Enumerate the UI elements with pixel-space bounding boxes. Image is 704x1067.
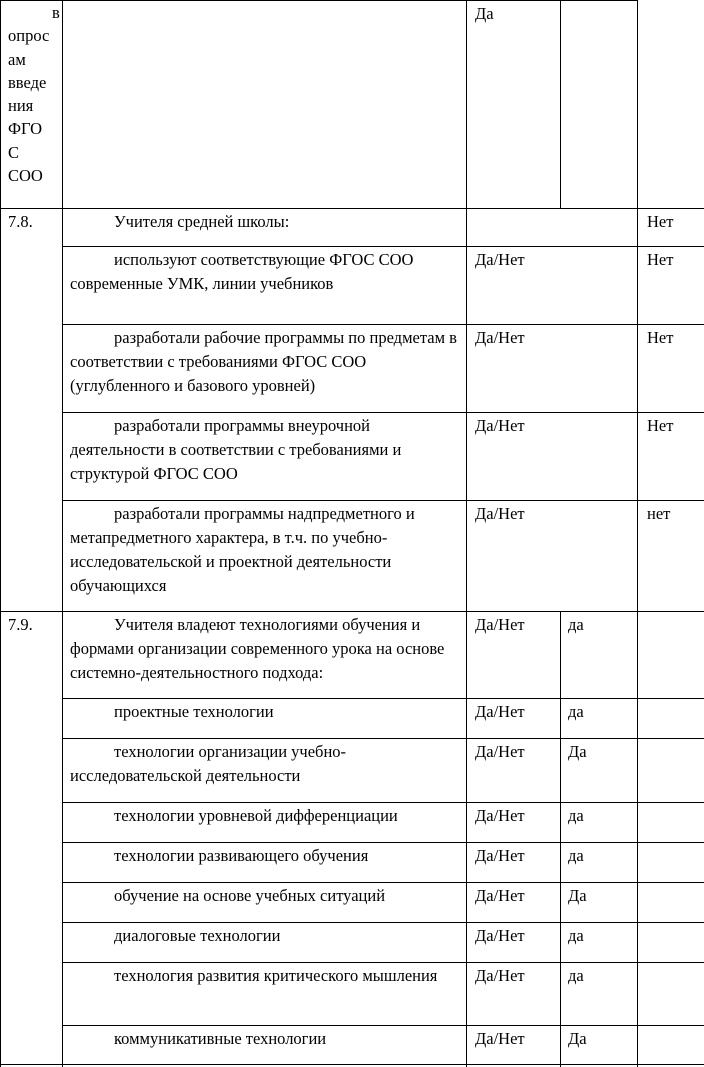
section-number: 7.8. bbox=[8, 212, 33, 231]
answer-cell: да bbox=[568, 966, 584, 985]
answer-cell: да bbox=[568, 926, 584, 945]
table-row-text: технологии уровневой дифференциации bbox=[114, 806, 398, 825]
answer-cell: да bbox=[568, 615, 584, 634]
top-row-num-line: ния bbox=[8, 96, 34, 116]
top-row-num-line: введе bbox=[8, 72, 47, 92]
table-row-text: разработали рабочие программы по предметам в соответствии с требованиями ФГОС СОО (углубленного и базового уровней) bbox=[70, 328, 457, 395]
top-row-num-line: С bbox=[8, 142, 20, 162]
table-row-text: коммуникативные технологии bbox=[114, 1029, 327, 1048]
answer-cell: Да bbox=[568, 742, 587, 761]
top-row-num-line: ФГО bbox=[8, 119, 43, 139]
answer-options: Да/Нет bbox=[475, 504, 525, 523]
answer-options: Да/Нет bbox=[475, 846, 525, 865]
answer-options: Да/Нет bbox=[475, 1029, 525, 1048]
section-title: Учителя владеют технологиями обучения и формами организации современного урока на основе системно-деятельностного подхода: bbox=[70, 615, 445, 682]
top-row-answer: Да bbox=[475, 4, 494, 23]
table-row-text: разработали программы надпредметного и метапредметного характера, в т.ч. по учебно-исследовательской и проектной деятельности обучающихся bbox=[70, 504, 415, 595]
answer-cell: Нет bbox=[647, 212, 674, 231]
answer-options: Да/Нет bbox=[475, 328, 525, 347]
answer-options: Да/Нет bbox=[475, 966, 525, 985]
table-row-text: используют соответствующие ФГОС СОО современные УМК, линии учебников bbox=[70, 250, 414, 293]
answer-options: Да/Нет bbox=[475, 886, 525, 905]
answer-options: Да/Нет bbox=[475, 615, 525, 634]
answer-cell: Да bbox=[568, 1029, 587, 1048]
top-row-num-text bbox=[8, 1, 63, 187]
answer-cell: да bbox=[568, 702, 584, 721]
answer-cell: Нет bbox=[647, 328, 674, 347]
table-row-text: технология развития критического мышления bbox=[114, 966, 438, 985]
top-row-num-line: опрос bbox=[8, 26, 50, 46]
section-number: 7.9. bbox=[8, 615, 33, 634]
top-row-num-line: ам bbox=[8, 49, 26, 69]
table-row-text: технологии развивающего обучения bbox=[114, 846, 369, 865]
answer-cell: да bbox=[568, 806, 584, 825]
answer-cell: Да bbox=[568, 886, 587, 905]
top-row-num-line: СОО bbox=[8, 166, 43, 186]
answer-cell: да bbox=[568, 846, 584, 865]
table-row-text: обучение на основе учебных ситуаций bbox=[114, 886, 386, 905]
answer-options: Да/Нет bbox=[475, 742, 525, 761]
answer-cell: Нет bbox=[647, 416, 674, 435]
table-row-text: проектные технологии bbox=[114, 702, 274, 721]
answer-options: Да/Нет bbox=[475, 416, 525, 435]
answer-options: Да/Нет bbox=[475, 250, 525, 269]
answer-options: Да/Нет bbox=[475, 926, 525, 945]
section-title: Учителя средней школы: bbox=[114, 212, 290, 231]
table-row-text: диалоговые технологии bbox=[114, 926, 281, 945]
table-row-text: разработали программы внеурочной деятельности в соответствии с требованиями и структурой ФГОС СОО bbox=[70, 416, 402, 483]
table-row-text: технологии организации учебно-исследовательской деятельности bbox=[70, 742, 347, 785]
answer-options: Да/Нет bbox=[475, 806, 525, 825]
top-row-num-line: в bbox=[52, 3, 60, 22]
answer-cell: нет bbox=[647, 504, 671, 523]
answer-cell: Нет bbox=[647, 250, 674, 269]
answer-options: Да/Нет bbox=[475, 702, 525, 721]
